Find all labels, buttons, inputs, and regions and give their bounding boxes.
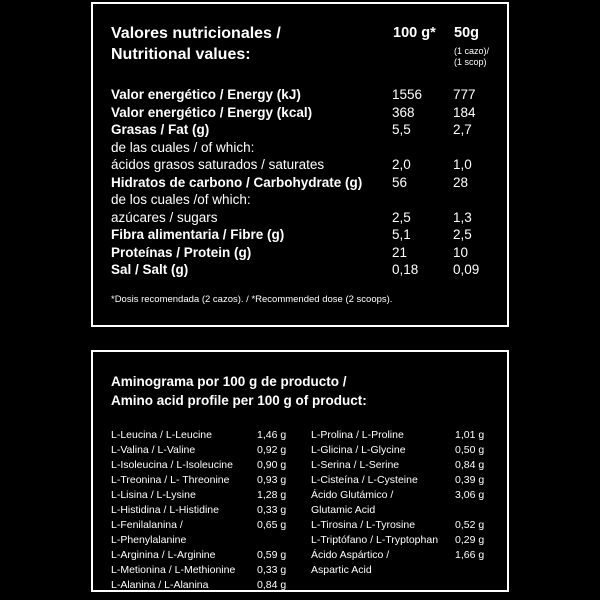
amino-row <box>111 533 301 548</box>
amino-name: Aspartic Acid <box>311 564 372 576</box>
amino-name: Ácido Aspártico / <box>311 549 390 561</box>
amino-name: L-Triptófano / L-Tryptophan <box>311 534 439 546</box>
nutrient-label: Valor energético / Energy (kcal) <box>111 104 313 120</box>
nutrition-title-line1: Valores nutricionales / <box>111 25 281 42</box>
amino-name: L-Metionina / L-Methionine <box>111 564 236 576</box>
nutrient-label: ácidos grasos saturados / saturates <box>111 157 325 172</box>
amino-left-column <box>111 428 301 593</box>
amino-value: 0,50 g <box>455 444 485 456</box>
amino-value: 1,28 g <box>257 489 287 501</box>
amino-value: 0,84 g <box>455 459 485 471</box>
value-per-50g: 2,5 <box>453 227 472 242</box>
nutrient-label: Hidratos de carbono / Carbohydrate (g) <box>111 174 363 190</box>
nutrient-label: Proteínas / Protein (g) <box>111 244 252 260</box>
amino-row <box>311 473 501 488</box>
amino-value: 0,59 g <box>257 549 287 561</box>
amino-value: 1,66 g <box>455 549 485 561</box>
nutrient-label: de los cuales /of which: <box>111 192 251 207</box>
nutrition-row <box>111 191 497 209</box>
amino-value: 0,29 g <box>455 534 485 546</box>
value-per-100g: 5,1 <box>392 227 411 242</box>
amino-name: Glutamic Acid <box>311 504 376 516</box>
amino-value: 0,33 g <box>257 504 287 516</box>
nutrient-label: azúcares / sugars <box>111 209 218 225</box>
value-per-100g: 56 <box>392 174 408 190</box>
nutrition-row <box>111 226 497 244</box>
value-per-50g: 777 <box>453 87 476 102</box>
amino-name: L-Histidina / L-Histidine <box>111 504 219 516</box>
amino-row <box>311 548 501 563</box>
value-per-50g: 0,09 <box>453 262 480 277</box>
amino-value: 0,65 g <box>257 519 287 531</box>
amino-row <box>311 458 501 473</box>
nutrition-title-line2: Nutritional values: <box>111 46 251 63</box>
amino-row <box>311 488 501 503</box>
nutrient-label: Fibra alimentaria / Fibre (g) <box>111 227 285 242</box>
amino-value: 0,90 g <box>257 459 287 471</box>
value-per-100g: 2,5 <box>392 209 411 225</box>
value-per-50g: 28 <box>453 174 469 190</box>
amino-row <box>111 578 301 593</box>
amino-row <box>111 488 301 503</box>
nutrition-row <box>111 209 497 227</box>
col2-header: 50g <box>454 25 479 41</box>
value-per-100g: 0,18 <box>392 262 419 277</box>
amino-name: L-Isoleucina / L-Isoleucine <box>111 459 233 471</box>
value-per-100g: 1556 <box>392 87 423 102</box>
amino-name: L-Serina / L-Serine <box>311 459 400 471</box>
amino-name: L-Valina / L-Valine <box>111 444 196 456</box>
amino-title-line1: Aminograma por 100 g de producto / <box>111 374 347 389</box>
amino-row <box>111 443 301 458</box>
value-per-50g: 1,0 <box>453 157 472 172</box>
value-per-50g: 2,7 <box>453 122 472 137</box>
amino-row <box>111 518 301 533</box>
amino-value: 0,39 g <box>455 474 485 486</box>
col2-sub2: (1 scop) <box>454 57 487 67</box>
amino-name: L-Cisteína / L-Cysteine <box>311 474 418 486</box>
nutrient-label: de las cuales / of which: <box>111 139 255 155</box>
value-per-100g: 5,5 <box>392 122 411 137</box>
amino-row <box>311 518 501 533</box>
col2-sub1: (1 cazo)/ <box>454 46 490 56</box>
nutrition-row <box>111 174 497 192</box>
nutrition-row <box>111 104 497 122</box>
amino-name: L-Phenylalanine <box>111 534 187 546</box>
nutrition-footnote: *Dosis recomendada (2 cazos). / *Recommended dose (2 scoops). <box>111 294 393 305</box>
amino-name: L-Prolina / L-Proline <box>311 429 404 441</box>
value-per-50g: 184 <box>453 104 476 120</box>
amino-value: 0,84 g <box>257 579 287 591</box>
amino-row <box>111 548 301 563</box>
nutrition-row <box>111 139 497 157</box>
value-per-100g: 368 <box>392 104 415 120</box>
amino-value: 1,01 g <box>455 429 485 441</box>
amino-row <box>111 428 301 443</box>
amino-title-line2: Amino acid profile per 100 g of product: <box>111 393 367 408</box>
nutrient-label: Grasas / Fat (g) <box>111 122 210 137</box>
amino-row <box>311 503 501 518</box>
amino-name: L-Treonina / L- Threonine <box>111 474 230 486</box>
amino-name: L-Glicina / L-Glycine <box>311 444 406 456</box>
nutrition-row <box>111 121 497 139</box>
amino-value: 1,46 g <box>257 429 287 441</box>
col1-header: 100 g* <box>393 25 436 41</box>
value-per-50g: 1,3 <box>453 209 472 225</box>
amino-name: L-Tirosina / L-Tyrosine <box>311 519 416 531</box>
amino-value: 0,33 g <box>257 564 287 576</box>
amino-row <box>111 473 301 488</box>
value-per-50g: 10 <box>453 244 469 260</box>
amino-value: 3,06 g <box>455 489 485 501</box>
amino-name: Ácido Glutámico / <box>311 489 394 501</box>
amino-panel <box>91 350 509 592</box>
amino-value: 0,93 g <box>257 474 287 486</box>
nutrient-label: Sal / Salt (g) <box>111 262 189 277</box>
amino-name: L-Arginina / L-Arginine <box>111 549 216 561</box>
amino-row <box>311 563 501 578</box>
amino-name: L-Leucina / L-Leucine <box>111 429 212 441</box>
nutrition-row <box>111 244 497 262</box>
nutrition-row <box>111 156 497 174</box>
amino-row <box>311 443 501 458</box>
value-per-100g: 21 <box>392 244 408 260</box>
amino-name: L-Alanina / L-Alanina <box>111 579 209 591</box>
amino-row <box>311 533 501 548</box>
amino-row <box>311 428 501 443</box>
nutrition-row <box>111 86 497 104</box>
amino-row <box>111 563 301 578</box>
nutrition-panel <box>91 2 509 327</box>
amino-row <box>111 503 301 518</box>
amino-right-column <box>311 428 501 578</box>
amino-value: 0,92 g <box>257 444 287 456</box>
amino-value: 0,52 g <box>455 519 485 531</box>
nutrient-label: Valor energético / Energy (kJ) <box>111 87 301 102</box>
value-per-100g: 2,0 <box>392 157 411 172</box>
amino-name: L-Lisina / L-Lysine <box>111 489 196 501</box>
amino-row <box>111 458 301 473</box>
amino-title <box>111 372 367 410</box>
amino-name: L-Fenilalanina / <box>111 519 183 531</box>
nutrition-row <box>111 261 497 279</box>
